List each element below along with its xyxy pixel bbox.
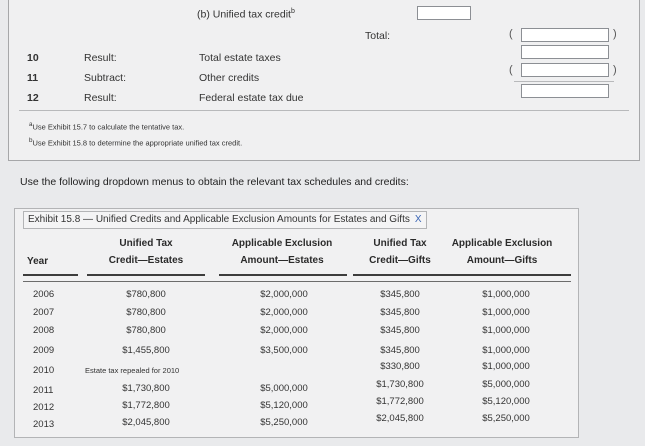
col-uc-gifts-header-2: Credit—Gifts [369, 255, 431, 266]
sum-line [514, 81, 614, 82]
footnote-a: $^a$Use Exhibit 15.7 to calculate the tentative tax. [29, 121, 185, 132]
row-ae-estates: $2,000,000 [260, 307, 308, 318]
col-uc-estates-header-2: Credit—Estates [108, 255, 184, 266]
total-label: Total: [365, 30, 391, 42]
paren-open-2: ( [509, 64, 513, 76]
col-ae-estates-header-2: Amount—Estates [240, 255, 324, 266]
row-year: 2007 [33, 307, 55, 318]
row-ae-gifts: $1,000,000 [482, 361, 530, 372]
federal-estate-tax-due-input[interactable] [521, 84, 609, 98]
row-uc-gifts: $1,730,800 [376, 379, 424, 390]
row-uc-estates: $2,045,800 [122, 417, 170, 428]
exhibit-tab[interactable] [23, 211, 427, 229]
repeal-note: Estate tax repealed for 2010 [85, 366, 180, 375]
row-12-label: Result: [84, 92, 117, 104]
tax-form-panel [8, 0, 640, 161]
rule-uc-gifts [353, 274, 451, 276]
dropdown-instruction: Use the following dropdown menus to obtain the relevant tax schedules and credits: [20, 176, 409, 188]
total-estate-taxes-input[interactable] [521, 45, 609, 59]
row-year: 2009 [33, 345, 55, 356]
col-ae-gifts-header-1: Applicable Exclusion [451, 238, 553, 249]
row-uc-estates: $780,800 [126, 307, 166, 318]
row-year: 2008 [33, 325, 55, 336]
row-12-number: 12 [27, 92, 39, 104]
row-uc-estates: $1,772,800 [122, 400, 170, 411]
row-uc-gifts: $345,800 [380, 325, 420, 336]
row-uc-estates: $1,455,800 [122, 345, 170, 356]
row-ae-gifts: $5,120,000 [482, 396, 530, 407]
row-11-desc: Other credits [199, 72, 260, 84]
col-ae-gifts-header-2: Amount—Gifts [466, 255, 538, 266]
row-12-desc: Federal estate tax due [199, 92, 304, 104]
col-uc-gifts-header-1: Unified Tax [373, 238, 427, 249]
row-ae-estates: $2,000,000 [260, 289, 308, 300]
row-10-desc: Total estate taxes [199, 52, 281, 64]
rule-ae-gifts [441, 274, 571, 276]
row-ae-estates: $5,120,000 [260, 400, 308, 411]
row-ae-estates: $5,250,000 [260, 417, 308, 428]
row-uc-gifts: $345,800 [380, 307, 420, 318]
col-uc-estates-header-1: Unified Tax [119, 238, 173, 249]
row-ae-estates: $2,000,000 [260, 325, 308, 336]
other-credits-input[interactable] [521, 63, 609, 77]
row-uc-gifts: $345,800 [380, 345, 420, 356]
row-uc-gifts: $330,800 [380, 361, 420, 372]
row-uc-estates: $780,800 [126, 289, 166, 300]
row-10-label: Result: [84, 52, 117, 64]
divider [19, 110, 629, 111]
row-ae-gifts: $1,000,000 [482, 345, 530, 356]
exhibit-title: Exhibit 15.8 — Unified Credits and Applicable Exclusion Amounts for Estates and Gifts [28, 214, 410, 225]
unified-tax-credit-input[interactable] [417, 6, 471, 20]
row-year: 2012 [33, 402, 55, 413]
row-ae-estates: $5,000,000 [260, 383, 308, 394]
total-input[interactable] [521, 28, 609, 42]
row-ae-gifts: $1,000,000 [482, 325, 530, 336]
exhibit-15-8-panel [14, 208, 579, 438]
row-year: 2006 [33, 289, 55, 300]
row-ae-gifts: $5,250,000 [482, 413, 530, 424]
row-ae-gifts: $1,000,000 [482, 307, 530, 318]
row-uc-gifts: $1,772,800 [376, 396, 424, 407]
col-year-header: Year [27, 256, 49, 267]
unified-tax-credit-heading: (b) Unified tax credit$^b$ [197, 8, 295, 21]
rule-ae-estates [219, 274, 347, 276]
row-11-label: Subtract: [84, 72, 127, 84]
row-year: 2013 [33, 419, 55, 430]
footnote-b: $^b$Use Exhibit 15.8 to determine the appropriate unified tax credit. [29, 137, 243, 148]
row-ae-gifts: $1,000,000 [482, 289, 530, 300]
row-10-number: 10 [27, 52, 39, 64]
close-icon[interactable]: X [414, 214, 422, 225]
paren-close: ) [613, 28, 617, 40]
row-11-number: 11 [27, 72, 39, 84]
col-ae-estates-header-1: Applicable Exclusion [231, 238, 333, 249]
row-year: 2011 [33, 385, 54, 396]
row-uc-estates: $780,800 [126, 325, 166, 336]
rule-year [23, 274, 78, 276]
row-ae-estates: $3,500,000 [260, 345, 308, 356]
paren-close-2: ) [613, 64, 617, 76]
row-uc-gifts: $2,045,800 [376, 413, 424, 424]
row-ae-gifts: $5,000,000 [482, 379, 530, 390]
row-year: 2010 [33, 365, 55, 376]
row-uc-gifts: $345,800 [380, 289, 420, 300]
row-uc-estates: $1,730,800 [122, 383, 170, 394]
rule-uc-estates [87, 274, 205, 276]
paren-open: ( [509, 28, 513, 40]
rule-body [23, 281, 571, 282]
